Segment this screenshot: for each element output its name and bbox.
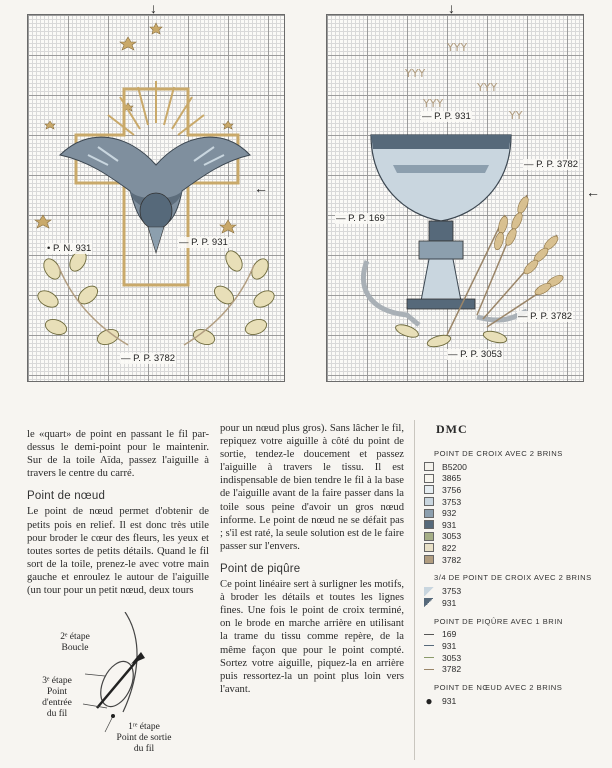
legend-item (424, 496, 594, 508)
thread-code: 3053 (442, 531, 462, 542)
label-pp169: — P. P. 169 (336, 213, 385, 224)
legend-section-heading: POINT DE PIQÛRE AVEC 1 BRIN (434, 616, 563, 626)
text-column-2 (220, 422, 404, 696)
intro-paragraph: le «quart» de point en passant le fil par-dessus le demi-point pour le maintenir. Sur de la toile Aïda, passez l'aiguille à travers le centre du carré. (27, 429, 209, 480)
thread-code: 3782 (442, 664, 462, 675)
legend-item (424, 663, 594, 675)
cross-stitch-swatch-icon (424, 462, 434, 471)
legend-title: DMC (436, 422, 468, 436)
legend-item (424, 461, 594, 473)
legend-item (424, 640, 594, 652)
legend-item (424, 629, 594, 641)
thread-code: 3753 (442, 586, 462, 597)
cross-stitch-swatch-icon (424, 555, 434, 564)
thread-code: 931 (442, 695, 457, 706)
svg-text:ΥΥΥ: ΥΥΥ (405, 67, 426, 80)
svg-text:ΥΥΥ: ΥΥΥ (423, 97, 444, 110)
thread-legend (424, 422, 594, 707)
french-knot-swatch-icon: ● (425, 693, 433, 708)
cross-stitch-swatch-icon (424, 520, 434, 529)
legend-section-heading: 3/4 DE POINT DE CROIX AVEC 2 BRINS (434, 573, 592, 583)
label-pp3782: — P. P. 3782 (121, 353, 176, 364)
thread-code: 3753 (442, 496, 462, 507)
backstitch-swatch-icon (424, 634, 434, 635)
legend-section-heading: POINT DE NŒUD AVEC 2 BRINS (434, 682, 563, 692)
dove (60, 137, 250, 253)
center-arrow-down-icon: ↓ (448, 0, 455, 16)
legend-item (424, 585, 594, 597)
backstitch-swatch-icon (424, 657, 434, 658)
label-pp931: — P. P. 931 (422, 111, 471, 122)
chart-dove-cross (27, 14, 285, 382)
stems (58, 265, 254, 345)
label-pn931: • P. N. 931 (47, 243, 92, 254)
label-pp3782-bottom: — P. P. 3782 (518, 311, 573, 322)
legend-item (424, 597, 594, 609)
label-step-2: 2ᵉ étape Boucle (60, 632, 90, 653)
three-quarter-stitch-swatch-icon (424, 587, 434, 596)
text-column-1 (27, 428, 209, 597)
thread-code: 3782 (442, 554, 462, 565)
svg-text:ΥΥΥ: ΥΥΥ (447, 41, 468, 54)
legend-item (424, 652, 594, 664)
legend-sections (424, 449, 594, 707)
thread-code: 931 (442, 640, 457, 651)
cross-stitch-swatch-icon (424, 532, 434, 541)
legend-item (424, 519, 594, 531)
cross-stitch-swatch-icon (424, 474, 434, 483)
thread-code: 932 (442, 508, 457, 519)
thread-code: B5200 (442, 461, 467, 472)
thread-code: 169 (442, 629, 457, 640)
sparkle-icons (404, 41, 523, 122)
legend-item (424, 507, 594, 519)
three-quarter-stitch-swatch-icon (424, 598, 434, 607)
dove-cross-pattern (28, 15, 284, 381)
chalice-wheat-pattern (327, 15, 583, 381)
svg-text:ΥΥ: ΥΥ (509, 109, 523, 122)
cross-stitch-swatch-icon (424, 497, 434, 506)
label-pp3053: — P. P. 3053 (448, 349, 503, 360)
legend-section-heading: POINT DE CROIX AVEC 2 BRINS (434, 449, 563, 458)
backstitch-swatch-icon (424, 645, 434, 646)
cross-stitch-swatch-icon (424, 509, 434, 518)
heading-point-de-piqure: Point de piqûre (220, 562, 301, 575)
legend-item (424, 531, 594, 543)
thread-code: 931 (442, 519, 457, 530)
legend-item (424, 484, 594, 496)
label-pp931: — P. P. 931 (179, 237, 228, 248)
label-step-3: 3ᵉ étape Point d'entrée du fil (42, 676, 72, 719)
svg-text:ΥΥΥ: ΥΥΥ (477, 81, 498, 94)
cross-stitch-swatch-icon (424, 485, 434, 494)
heading-point-de-noeud: Point de nœud (27, 490, 106, 503)
leaf-branches (35, 248, 277, 347)
legend-divider (414, 420, 415, 760)
thread-code: 3865 (442, 473, 462, 484)
legend-item (424, 473, 594, 485)
cross-stitch-swatch-icon (424, 543, 434, 552)
point-de-piqure-paragraph: Ce point linéaire sert à surligner les motifs, à broder les détails et toutes les lignes fines. Une fois le point de croix terminé, on le brode en marche arrière en utilisant la trame du tissu comme repère, de la même façon que pour le point compté. Sortez votre aiguille, piquez-la en arrière puis ressortez-la un point plus loin vers l'avant. (220, 579, 404, 695)
center-arrow-left-icon: ← (254, 180, 268, 196)
label-step-1: 1ʳᵉ étape Point de sortie du fil (116, 722, 172, 754)
thread-code: 822 (442, 542, 457, 553)
chart-chalice-wheat (326, 14, 584, 382)
legend-item (424, 554, 594, 566)
center-arrow-left-icon: ← (586, 184, 600, 200)
thread-code: 931 (442, 597, 457, 608)
legend-item (424, 695, 594, 707)
continuation-paragraph: pour un nœud plus gros). Sans lâcher le fil, repiquez votre aiguille à côté du point de sortie, tendez-le doucement et passez l'aiguille à travers le tissu. Il est indispensable de bien tendre le fil à la base de l'aiguille avant de la faire passer dans la toile sous peine d'avoir un gros nœud informe. Le point de nœud ne se défait pas ; s'il est raté, la seule solution est de le faire passer sur l'envers. (220, 423, 405, 552)
legend-item (424, 542, 594, 554)
backstitch-swatch-icon (424, 669, 434, 670)
label-pp3782-top: — P. P. 3782 (524, 159, 579, 170)
thread-code: 3756 (442, 484, 462, 495)
thread-code: 3053 (442, 652, 462, 663)
point-de-noeud-paragraph: Le point de nœud permet d'obtenir de petits pois en relief. Il est donc très utile pour broder le cœur des fleurs, les yeux et toutes sortes de petits détails. Quand le fil sort de la toile, prenez-le avec votre main gauche et enroulez le autour de l'aiguille (un tour pour un petit nœud, deux tours (27, 506, 209, 597)
center-arrow-down-icon: ↓ (150, 0, 157, 16)
french-knot-diagram (27, 612, 207, 762)
